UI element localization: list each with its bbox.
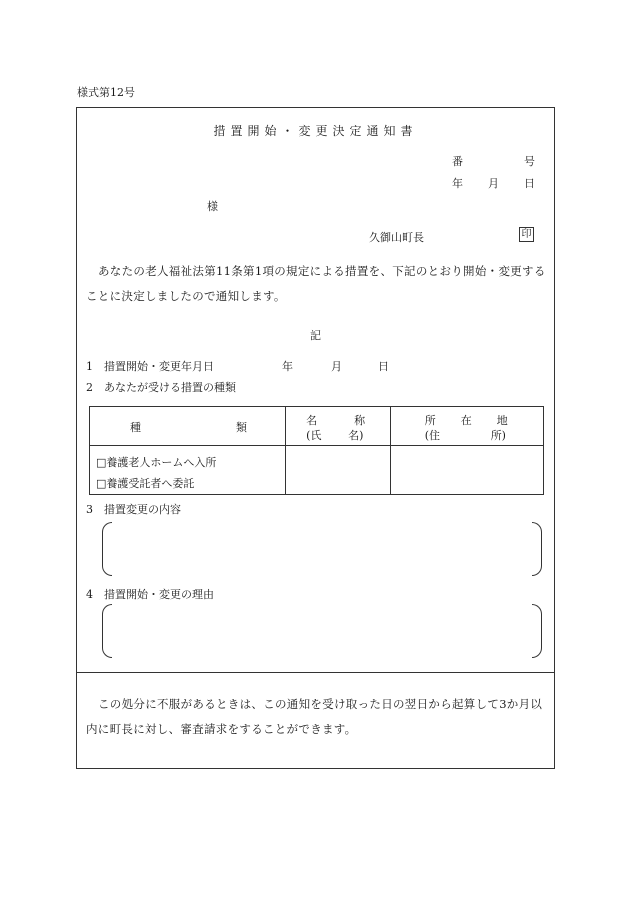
item1-year-label: 年 [282, 360, 293, 373]
table-row [90, 446, 544, 495]
header-name-c: (氏 [306, 429, 322, 442]
item4-label: 4 措置開始・変更の理由 [86, 588, 214, 601]
location-cell[interactable] [390, 446, 543, 495]
number-label-left: 番 [452, 155, 463, 168]
header-location [390, 407, 543, 446]
header-name-d: 名) [348, 429, 364, 442]
header-name-a: 名 [306, 414, 318, 427]
header-kind-b: 類 [236, 421, 247, 434]
kind-options-cell [90, 446, 286, 495]
item1-label: 1 措置開始・変更年月日 [86, 360, 214, 373]
item3-label: 3 措置変更の内容 [86, 503, 181, 516]
appeal-notice: この処分に不服があるときは、この通知を受け取った日の翌日から起算して3か月以内に町長に対し、審査請求をすることができます。 [86, 697, 543, 736]
date-month-label: 月 [488, 177, 499, 190]
addressee-suffix: 様 [207, 200, 218, 213]
item4-bracket-right [532, 604, 542, 658]
header-location-c: 地 [496, 414, 508, 427]
header-name-b: 称 [354, 414, 366, 427]
table-header-row [90, 407, 544, 446]
issuer-name: 久御山町長 [369, 231, 424, 244]
date-year-label: 年 [452, 177, 463, 190]
header-location-e: 所) [490, 429, 506, 442]
ki-heading: 記 [310, 329, 321, 342]
intro-paragraph: あなたの老人福祉法第11条第1項の規定による措置を、下記のとおり開始・変更することに決定しましたので通知します。 [86, 264, 546, 303]
item3-bracket-right [532, 522, 542, 576]
item3-bracket-left [102, 522, 112, 576]
form-number: 様式第12号 [77, 86, 135, 99]
date-day-label: 日 [524, 177, 535, 190]
item1-day-label: 日 [378, 360, 389, 373]
option-foster-caregiver[interactable]: □養護受託者へ委託 [96, 477, 195, 490]
section-divider [76, 672, 555, 673]
number-label-right: 号 [524, 155, 535, 168]
header-location-a: 所 [424, 414, 436, 427]
option-nursing-home[interactable]: □養護老人ホームへ入所 [96, 456, 217, 469]
header-kind-a: 種 [130, 421, 141, 434]
header-kind [90, 407, 286, 446]
item1-month-label: 月 [331, 360, 342, 373]
item2-label: 2 あなたが受ける措置の種類 [86, 381, 236, 394]
item4-bracket-left [102, 604, 112, 658]
name-cell[interactable] [286, 446, 391, 495]
header-location-b: 在 [460, 414, 472, 427]
header-location-d: (住 [424, 429, 440, 442]
document-title: 措置開始・変更決定通知書 [213, 124, 418, 138]
seal-mark: 印 [519, 227, 534, 242]
header-name [286, 407, 391, 446]
measure-type-table [89, 406, 544, 495]
